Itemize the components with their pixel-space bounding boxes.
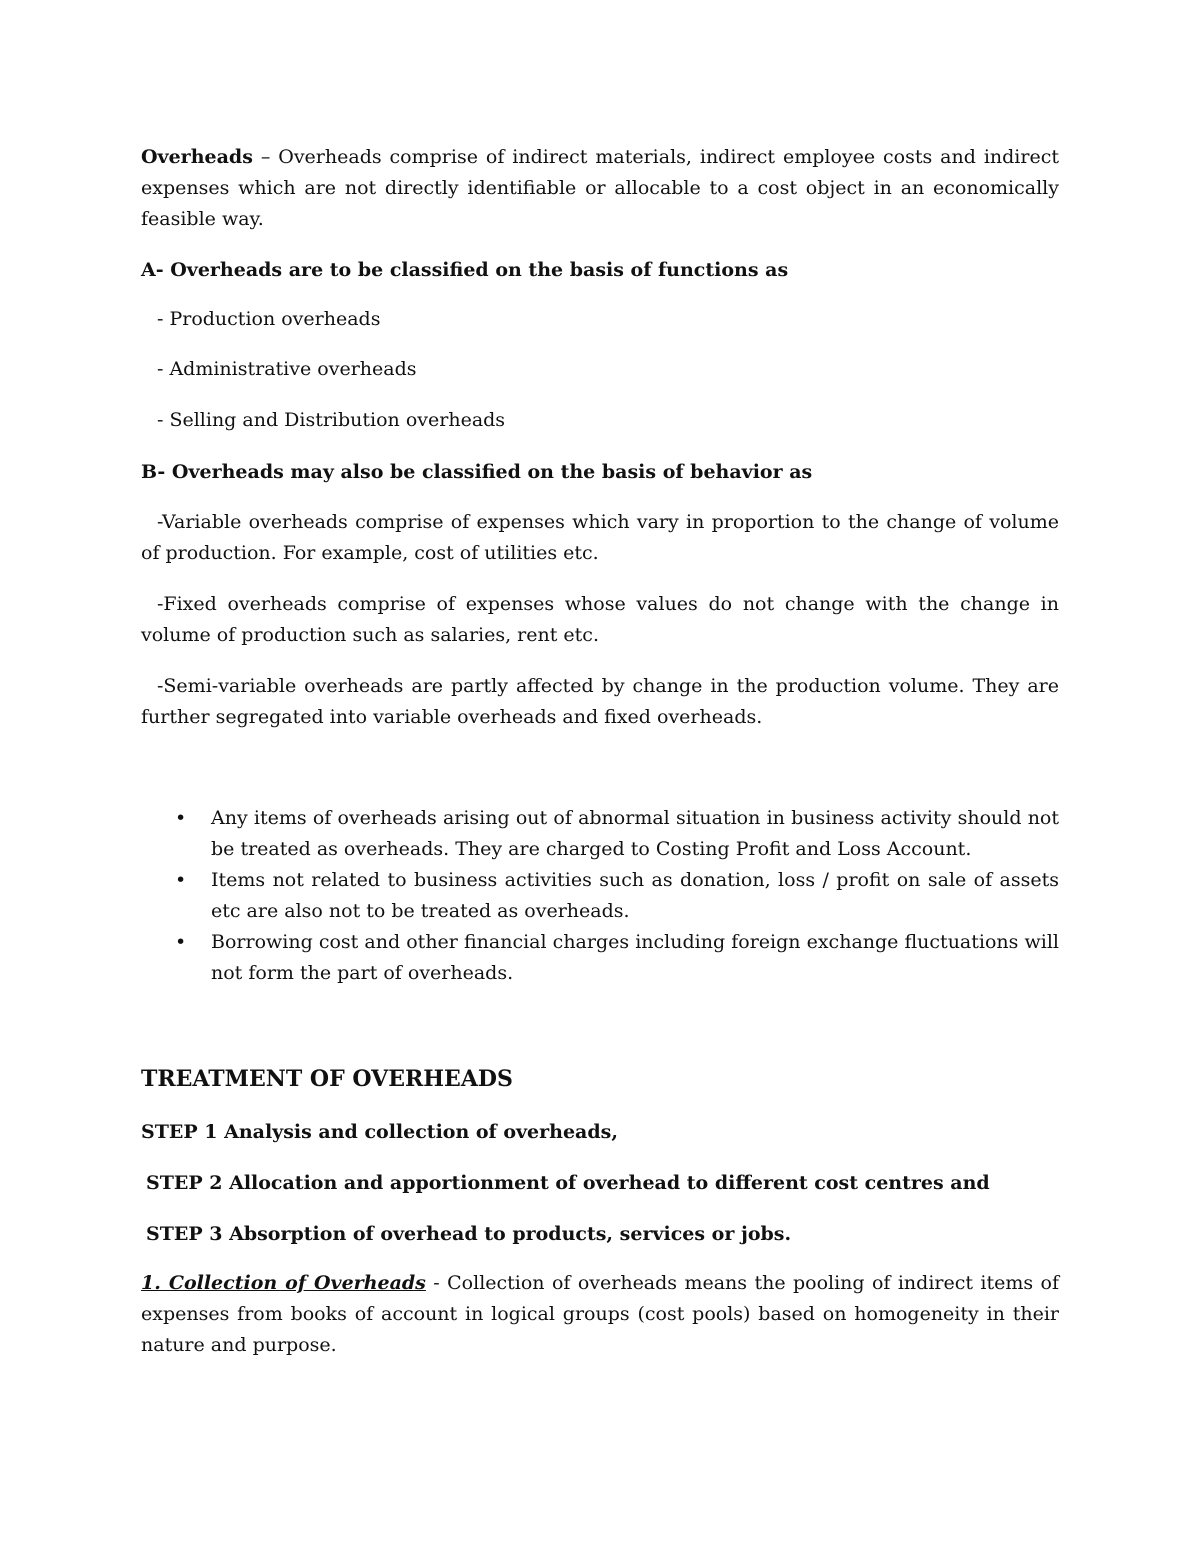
step-2: STEP 2 Allocation and apportionment of overhead to different cost centres and bbox=[146, 1172, 990, 1194]
step-1: STEP 1 Analysis and collection of overheads, bbox=[141, 1121, 618, 1143]
collection-text: Collection of overheads means the pooling of indirect items of expenses from books of account in logical groups (cost pools) based on homogeneity in their nature and purpose. bbox=[141, 1272, 1060, 1356]
exclusions-list bbox=[141, 803, 1059, 989]
function-item-administrative: - Administrative overheads bbox=[157, 358, 417, 380]
behavior-item-semi-variable: -Semi-variable overheads are partly affected by change in the production volume. They are further segregated into variable overheads and fixed overheads. bbox=[141, 675, 1059, 728]
overheads-term: Overheads bbox=[141, 146, 253, 168]
list-item bbox=[141, 927, 1059, 989]
step-3: STEP 3 Absorption of overhead to products, services or jobs. bbox=[146, 1223, 792, 1245]
list-item bbox=[141, 865, 1059, 927]
bullet-icon: • bbox=[175, 869, 187, 891]
exclusion-text: Any items of overheads arising out of abnormal situation in business activity should not be treated as overheads. They are charged to Costing Profit and Loss Account. bbox=[211, 807, 1059, 860]
collection-paragraph bbox=[141, 1268, 1059, 1361]
definition-text: Overheads comprise of indirect materials, indirect employee costs and indirect expenses which are not directly identifiable or allocable to a cost object in an economically feasible way. bbox=[141, 146, 1059, 230]
function-item-selling: - Selling and Distribution overheads bbox=[157, 409, 506, 431]
treatment-heading: TREATMENT OF OVERHEADS bbox=[141, 1066, 513, 1092]
behavior-item-fixed: -Fixed overheads comprise of expenses whose values do not change with the change in volume of production such as salaries, rent etc. bbox=[141, 593, 1059, 646]
bullet-icon: • bbox=[175, 807, 187, 829]
exclusion-text: Items not related to business activities such as donation, loss / profit on sale of assets etc are also not to be treated as overheads. bbox=[211, 869, 1059, 922]
behavior-heading: B- Overheads may also be classified on the basis of behavior as bbox=[141, 461, 813, 483]
collection-separator: - bbox=[425, 1272, 448, 1294]
definition-separator: – bbox=[252, 146, 279, 168]
functions-heading: A- Overheads are to be classified on the basis of functions as bbox=[141, 259, 789, 281]
function-item-production: - Production overheads bbox=[157, 308, 381, 330]
bullet-icon: • bbox=[175, 931, 187, 953]
list-item bbox=[141, 803, 1059, 865]
collection-title: 1. Collection of Overheads bbox=[141, 1272, 426, 1294]
behavior-item-variable: -Variable overheads comprise of expenses which vary in proportion to the change of volume of production. For example, cost of utilities etc. bbox=[141, 511, 1059, 564]
exclusion-text: Borrowing cost and other financial charges including foreign exchange fluctuations will not form the part of overheads. bbox=[211, 931, 1059, 984]
overheads-definition bbox=[141, 142, 1059, 235]
